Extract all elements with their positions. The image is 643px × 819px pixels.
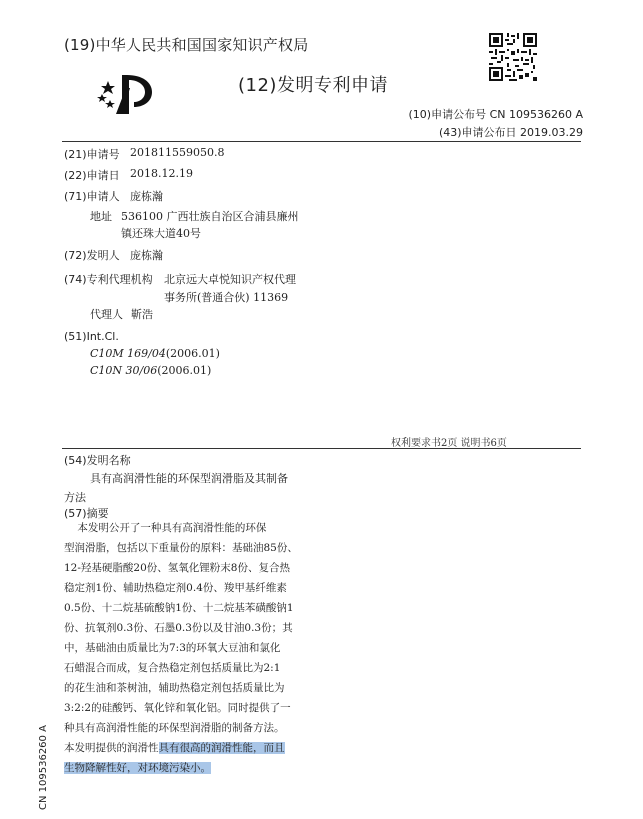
int-cl-label: (51)Int.Cl. xyxy=(64,330,119,343)
abstract-line: 稳定剂1份、辅助热稳定剂0.4份、羧甲基纤维素 xyxy=(64,582,287,594)
application-number-label: (21)申请号 xyxy=(64,148,120,161)
agent: 靳浩 xyxy=(131,308,153,321)
address-line-2: 镇还珠大道40号 xyxy=(121,227,201,240)
abstract-line: 本发明公开了一种具有高润滑性能的环保 xyxy=(64,522,267,534)
cnipa-logo-icon xyxy=(94,72,160,116)
abstract-line: 3:2:2的硅酸钙、氧化锌和氧化铝。同时提供了一 xyxy=(64,702,291,714)
agency-line-2: 事务所(普通合伙) 11369 xyxy=(164,291,289,304)
publication-number: (10)申请公布号 CN 109536260 A xyxy=(408,108,583,121)
int-cl-date: (2006.01) xyxy=(165,347,220,360)
section-rule xyxy=(62,448,581,449)
abstract-label: (57)摘要 xyxy=(64,507,109,520)
applicant-label: (71)申请人 xyxy=(64,190,120,203)
applicant: 庞栋瀚 xyxy=(130,190,163,203)
abstract-line: 中，基础油由质量比为7:3的环氧大豆油和氯化 xyxy=(64,642,281,654)
int-cl-date: (2006.01) xyxy=(157,364,212,377)
pages-info: 权利要求书2页 说明书6页 xyxy=(391,438,507,449)
header-rule xyxy=(62,141,581,142)
agent-label: 代理人 xyxy=(90,308,123,321)
invention-name-line-2: 方法 xyxy=(64,491,86,504)
invention-name-line-1: 具有高润滑性能的环保型润滑脂及其制备 xyxy=(90,472,288,485)
selected-text[interactable]: 生物降解性好，对环境污染小。 xyxy=(64,762,211,774)
int-cl-entry-1 xyxy=(90,347,220,360)
invention-name-label: (54)发明名称 xyxy=(64,454,131,467)
abstract-line: 型润滑脂，包括以下重量份的原料：基础油85份、 xyxy=(64,542,298,554)
abstract-text xyxy=(64,518,307,778)
application-date-label: (22)申请日 xyxy=(64,169,120,182)
qr-code-icon xyxy=(489,33,537,81)
address-label: 地址 xyxy=(90,210,112,223)
application-date: 2018.12.19 xyxy=(130,167,193,180)
abstract-line xyxy=(64,758,307,778)
side-publication-number: CN 109536260 A xyxy=(38,725,49,810)
office-name: (19)中华人民共和国国家知识产权局 xyxy=(64,36,309,54)
selected-text[interactable]: 具有很高的润滑性能，而且 xyxy=(158,742,285,754)
abstract-line: 石蜡混合而成，复合热稳定剂包括质量比为2:1 xyxy=(64,662,281,674)
abstract-line: 份、抗氧剂0.3份、石墨0.3份以及甘油0.3份；其 xyxy=(64,622,293,634)
int-cl-code: C10M 169/04 xyxy=(90,347,166,360)
abstract-plain-text: 本发明提供的润滑性 xyxy=(64,742,159,754)
document-type-title: (12)发明专利申请 xyxy=(238,75,388,96)
inventor: 庞栋瀚 xyxy=(130,249,163,262)
application-number: 201811559050.8 xyxy=(130,146,225,159)
agency-label: (74)专利代理机构 xyxy=(64,273,153,286)
address-line-1: 536100 广西壮族自治区合浦县廉州 xyxy=(121,210,299,223)
inventor-label: (72)发明人 xyxy=(64,249,120,262)
abstract-line: 12-羟基硬脂酸20份、氢氧化锂粉末8份、复合热 xyxy=(64,562,290,574)
int-cl-code: C10N 30/06 xyxy=(90,364,158,377)
publication-date: (43)申请公布日 2019.03.29 xyxy=(438,126,583,139)
abstract-line: 的花生油和茶树油，辅助热稳定剂包括质量比为 xyxy=(64,682,285,694)
agency-line-1: 北京远大卓悦知识产权代理 xyxy=(164,273,296,286)
int-cl-entry-2 xyxy=(90,364,211,377)
abstract-line xyxy=(64,738,307,758)
abstract-line: 0.5份、十二烷基硫酸钠1份、十二烷基苯磺酸钠1 xyxy=(64,602,294,614)
abstract-line: 种具有高润滑性能的环保型润滑脂的制备方法。 xyxy=(64,722,285,734)
